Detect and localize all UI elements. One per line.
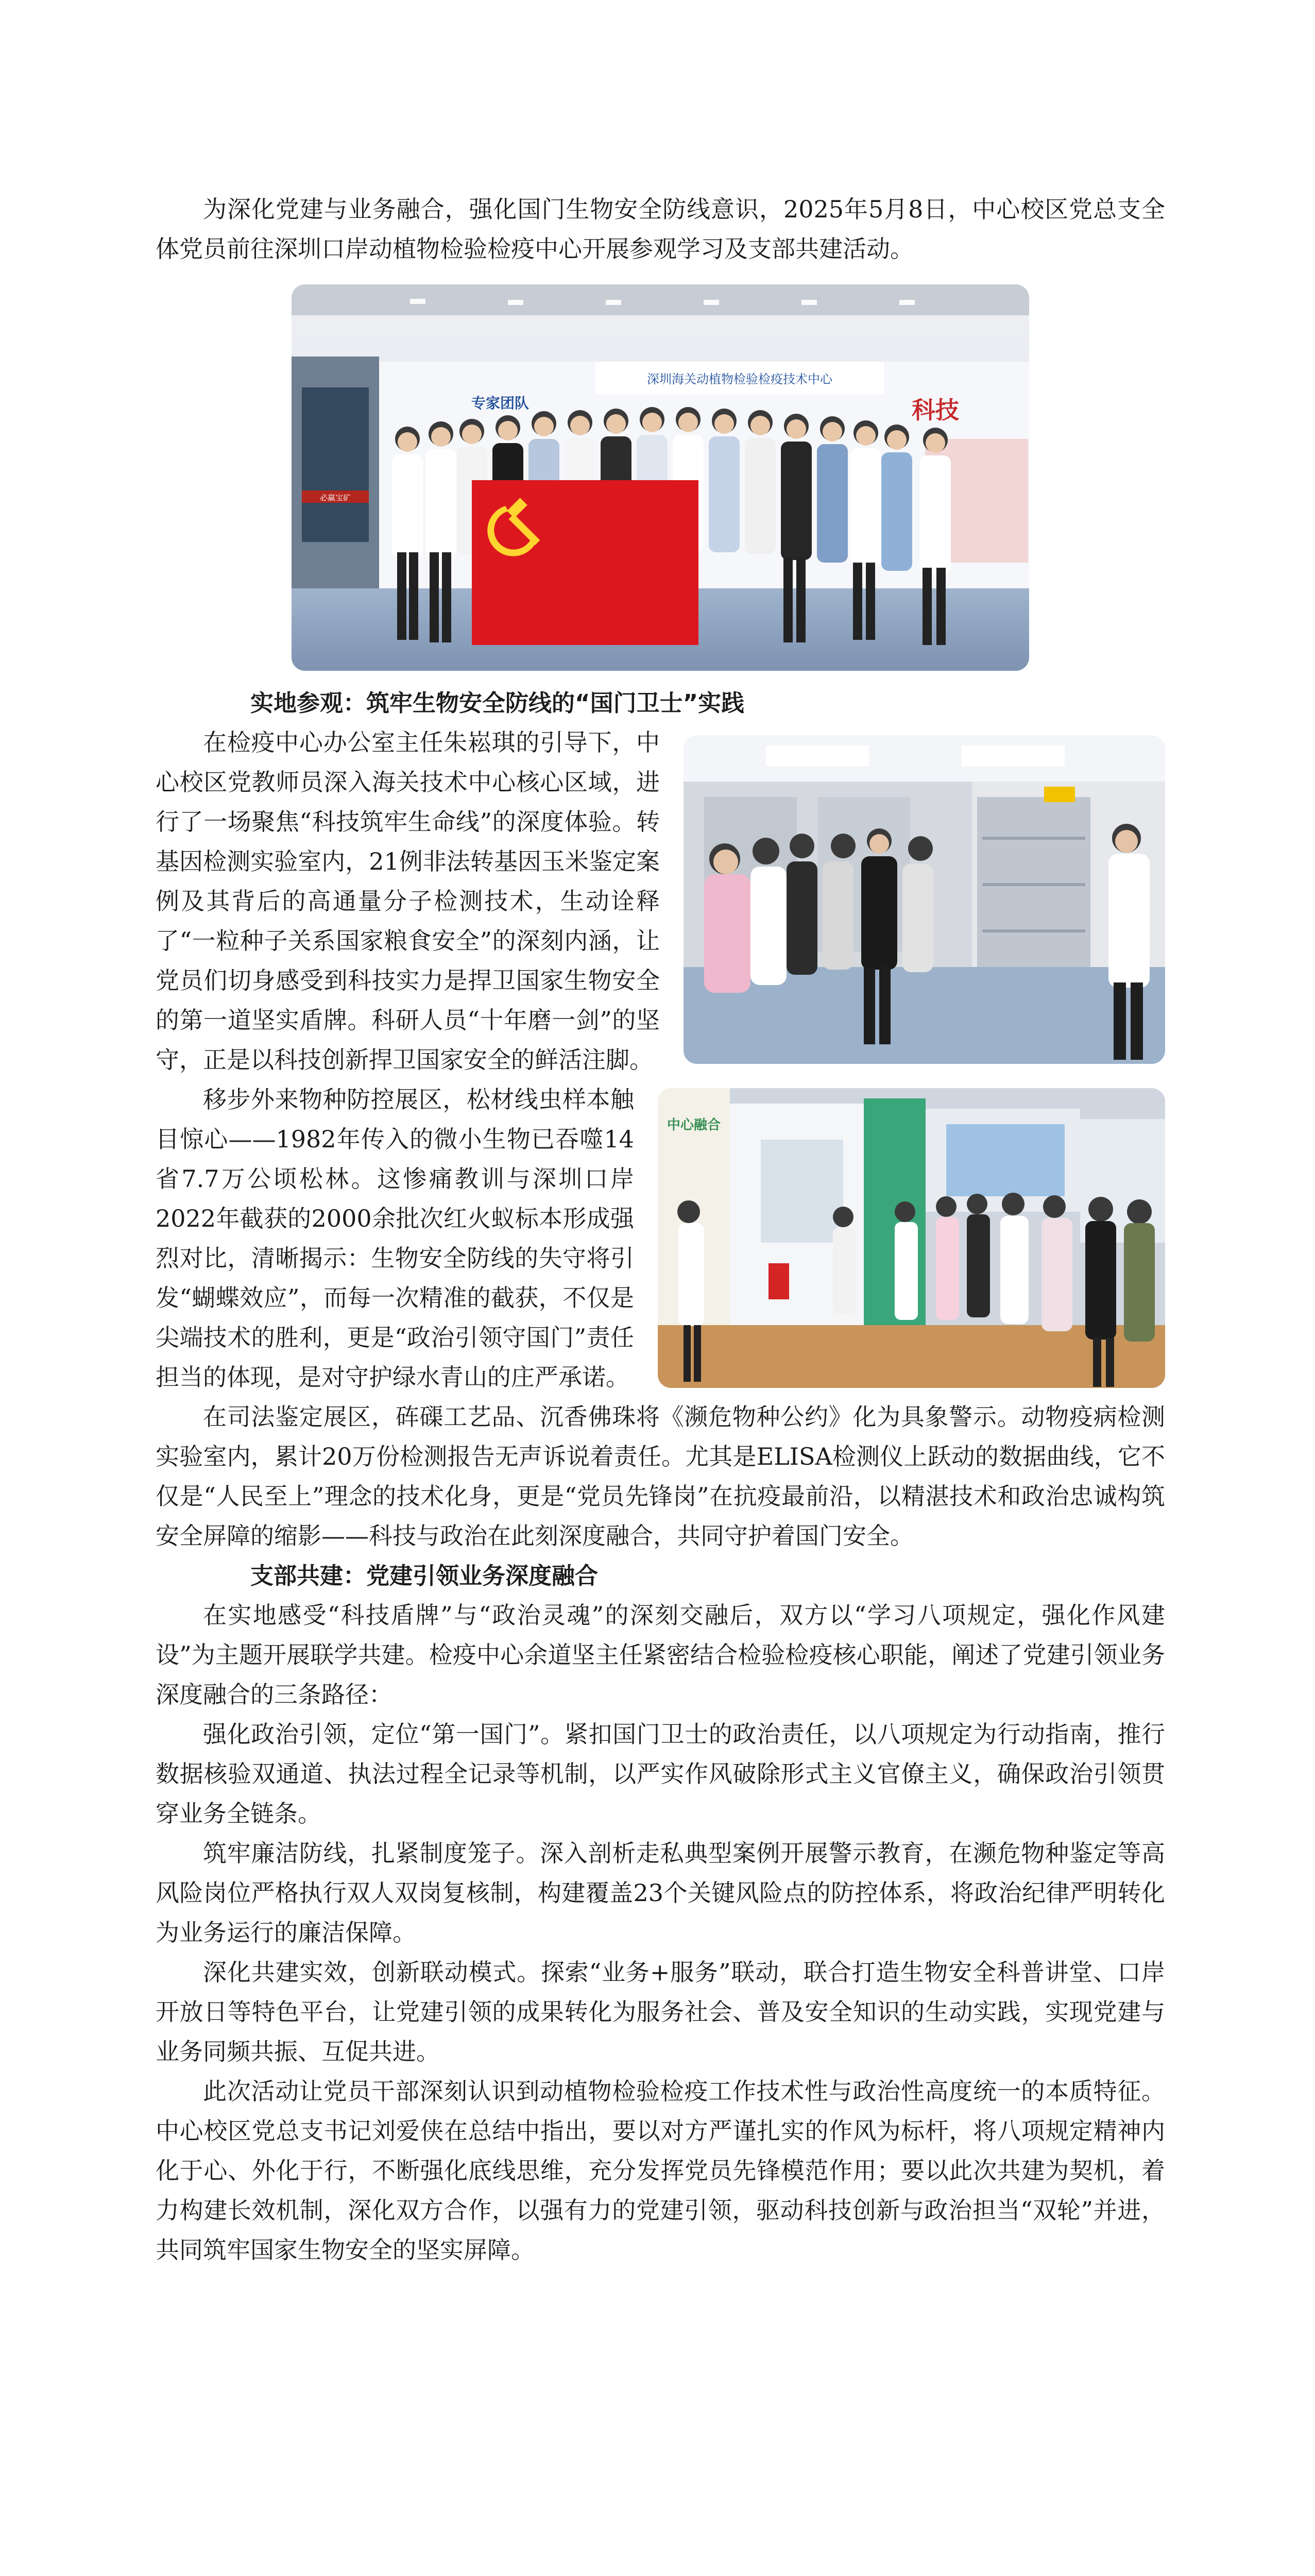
section2-paragraph-4: 深化共建实效，创新联动模式。探索“业务+服务”联动，联合打造生物安全科普讲堂、口岸开放日等特色平台，让党建引领的成果转化为服务社会、普及安全知识的生动实践，实现党建与业务同频共振、互促共进。 (156, 1958, 1165, 2065)
intro-paragraph: 为深化党建与业务融合，强化国门生物安全防线意识，2025年5月8日，中心校区党总支全体党员前往深圳口岸动植物检验检疫中心开展参观学习及支部共建活动。 (156, 195, 1165, 263)
photo-side-text: 科技 (912, 396, 959, 424)
article-body (156, 190, 1165, 2270)
group-photo (292, 284, 1029, 671)
exhibition-hall-photo (658, 1088, 1165, 1388)
lab-visit-photo-icon (684, 735, 1165, 1064)
section1-paragraph-1: 在检疫中心办公室主任朱崧琪的引导下，中心校区党教师员深入海关技术中心核心区域，进行了一场聚焦“科技筑牢生命线”的深度体验。转基因检测实验室内，21例非法转基因玉米鉴定案例及其背后的高通量分子检测技术，生动诠释了“一粒种子关系国家粮食安全”的深刻内涵，让党员们切身感受到科技实力是捍卫国家生物安全的第一道坚实盾牌。科研人员“十年磨一剑”的坚守，正是以科技创新捍卫国家安全的鲜活注脚。 (156, 728, 660, 1074)
exhibition-hall-photo-icon (658, 1088, 1165, 1388)
photo-left-sign: 专家团队 (471, 395, 530, 412)
photo-door-sign: 必赢宝矿 (319, 493, 351, 502)
section2-paragraph-5: 此次活动让党员干部深刻认识到动植物检验检疫工作技术性与政治性高度统一的本质特征。中心校区党总支书记刘爱侠在总结中指出，要以对方严谨扎实的作风为标杆，将八项规定精神内化于心、外化于行，不断强化底线思维，充分发挥党员先锋模范作用；要以此次共建为契机，着力构建长效机制，深化双方合作，以强有力的党建引领，驱动科技创新与政治担当“双轮”并进，共同筑牢国家生物安全的坚实屏障。 (156, 2077, 1165, 2264)
section1-paragraph-3: 在司法鉴定展区，砗磲工艺品、沉香佛珠将《濒危物种公约》化为具象警示。动物疫病检测实验室内，累计20万份检测报告无声诉说着责任。尤其是ELISA检测仪上跃动的数据曲线，它不仅是“人民至上”理念的技术化身，更是“党员先锋岗”在抗疫最前沿，以精湛技术和政治忠诚构筑安全屏障的缩影——科技与政治在此刻深度融合，共同守护着国门安全。 (156, 1403, 1165, 1550)
section1-paragraph-2: 移步外来物种防控展区，松材线虫样本触目惊心——1982年传入的微小生物已吞噬14省7.7万公顷松林。这惨痛教训与深圳口岸2022年截获的2000余批次红火蚁标本形成强烈对比，清晰揭示：生物安全防线的失守将引发“蝴蝶效应”，而每一次精准的截获，不仅是尖端技术的胜利，更是“政治引领守国门”责任担当的体现，是对守护绿水青山的庄严承诺。 (156, 1086, 634, 1391)
section2-heading: 支部共建：党建引领业务深度融合 (250, 1562, 599, 1589)
section2-paragraph-2: 强化政治引领，定位“第一国门”。紧扣国门卫士的政治责任，以八项规定为行动指南，推行数据核验双通道、执法过程全记录等机制，以严实作风破除形式主义官僚主义，确保政治引领贯穿业务全链条。 (156, 1720, 1165, 1827)
photo-wall-sign: 深圳海关动植物检验检疫技术中心 (647, 372, 832, 386)
section1-heading: 实地参观：筑牢生物安全防线的“国门卫士”实践 (250, 689, 745, 717)
section2-paragraph-3: 筑牢廉洁防线，扎紧制度笼子。深入剖析走私典型案例开展警示教育，在濒危物种鉴定等高风险岗位严格执行双人双岗复核制，构建覆盖23个关键风险点的防控体系，将政治纪律严明转化为业务运行的廉洁保障。 (156, 1839, 1165, 1946)
group-photo-with-party-flag-icon (292, 284, 1029, 671)
lab-visit-photo (684, 735, 1165, 1064)
photo-exhibit-sign: 中心融合 (667, 1117, 721, 1133)
section2-paragraph-1: 在实地感受“科技盾牌”与“政治灵魂”的深刻交融后，双方以“学习八项规定，强化作风建设”为主题开展联学共建。检疫中心余道坚主任紧密结合检验检疫核心职能，阐述了党建引领业务深度融合的三条路径： (156, 1601, 1165, 1708)
